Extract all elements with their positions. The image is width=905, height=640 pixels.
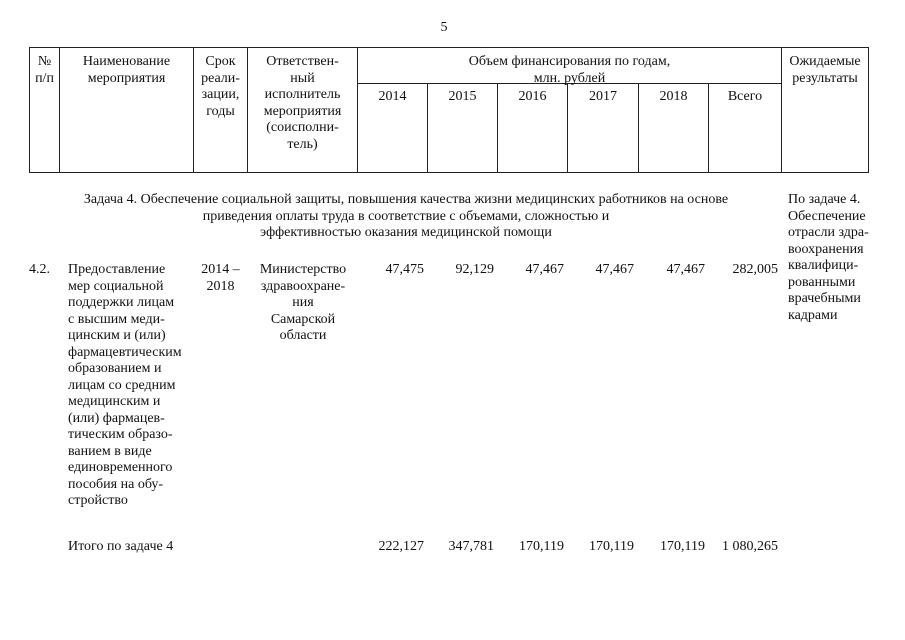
- row-description-line: единовременного: [68, 460, 173, 475]
- total-value: 222,127: [378, 539, 424, 554]
- row-description-line: тическим образо-: [68, 427, 173, 442]
- row-description-line: Предоставление: [68, 262, 166, 277]
- total-value: 170,119: [660, 539, 705, 554]
- header-year: 2017: [589, 89, 617, 104]
- row-description-line: стройство: [68, 493, 128, 508]
- header-total: Всего: [727, 89, 763, 104]
- page-number: 5: [440, 20, 448, 35]
- header-year: 2014: [378, 89, 407, 104]
- row-description-line: (или) фармацев-: [68, 410, 165, 426]
- header-year: 2016: [518, 89, 547, 104]
- header-num: № п/п: [35, 54, 54, 86]
- header-funding: Объем финансирования по годам, млн. рублей: [468, 54, 671, 86]
- header-results: Ожидаемые результаты: [789, 54, 861, 86]
- total-label: Итого по задаче 4: [68, 539, 174, 554]
- task-title: Задача 4. Обеспечение социальной защиты, повышения качества жизни медицинских работников на основе приведения оплаты труда в соответствие с объемами, сложностью и эффективностью оказания медицинской помощи: [83, 192, 729, 240]
- row-value: 92,129: [455, 262, 494, 277]
- row-description-line: ванием в виде: [68, 443, 152, 459]
- row-value: 47,467: [595, 262, 634, 277]
- row-description-line: пособия на обу-: [68, 476, 164, 492]
- header-year: 2015: [448, 89, 477, 104]
- row-description: [68, 262, 190, 510]
- row-description-line: образованием и: [68, 361, 162, 376]
- total-sum: 1 080,265: [722, 539, 778, 554]
- header-executor: Ответствен- ный исполнитель мероприятия (соисполни- тель): [263, 54, 342, 152]
- row-description-line: мер социальной: [68, 278, 164, 294]
- header-top-border: [29, 47, 869, 48]
- row-value: 47,467: [666, 262, 705, 277]
- header-name: Наименование мероприятия: [82, 54, 171, 86]
- row-executor: Министерство здравоохране- ния Самарской области: [259, 262, 347, 343]
- total-value: 170,119: [519, 539, 564, 554]
- header-term: Срок реали- зации, годы: [201, 54, 240, 119]
- row-description-line: фармацевтическим: [68, 344, 182, 360]
- header-year: 2018: [659, 89, 688, 104]
- col-border: [868, 47, 869, 172]
- row-value: 47,467: [525, 262, 564, 277]
- row-description-line: лицам со средним: [68, 377, 176, 393]
- row-description-line: с высшим меди-: [68, 311, 165, 327]
- row-term: 2014 – 2018: [201, 262, 240, 294]
- task-results: По задаче 4. Обеспечение отрасли здра- воохранения квалифици- рованными врачебными кадрами: [788, 192, 869, 323]
- row-number: 4.2.: [29, 262, 50, 277]
- total-value: 170,119: [589, 539, 634, 554]
- row-total: 282,005: [732, 262, 778, 277]
- row-value: 47,475: [385, 262, 424, 277]
- total-value: 347,781: [448, 539, 494, 554]
- row-description-line: медицинским и: [68, 394, 161, 409]
- header-bottom-border: [29, 172, 869, 173]
- row-description-line: поддержки лицам: [68, 295, 175, 310]
- row-description-line: цинским и (или): [68, 328, 166, 343]
